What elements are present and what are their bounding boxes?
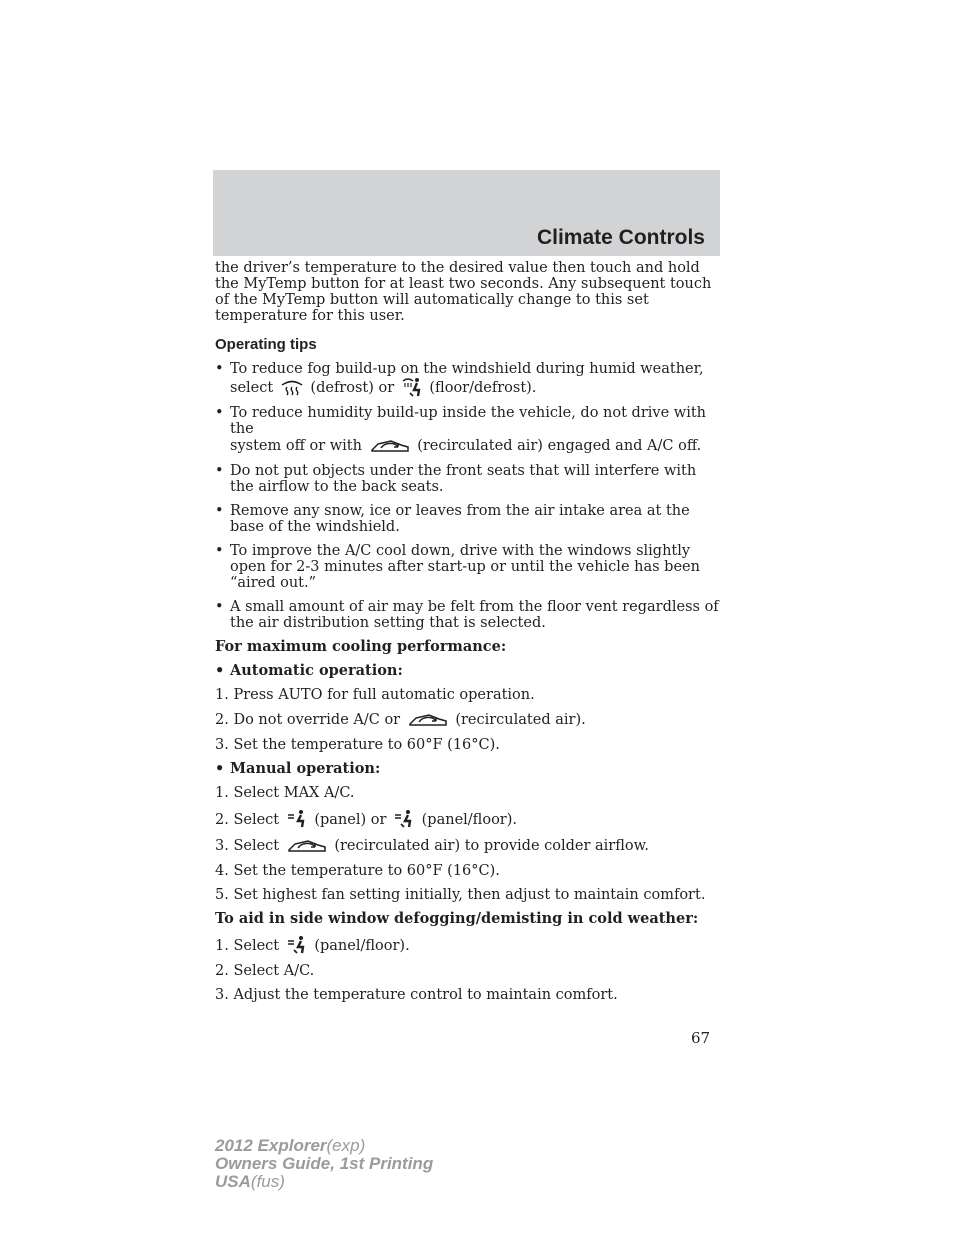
intro-paragraph: the driver’s temperature to the desired value then touch and hold the MyTemp button for at least two seconds. Any subsequent touch of the MyTemp button will automatically change to this set temperature for this user.: [215, 260, 712, 324]
floor-defrost-icon: [401, 377, 423, 397]
section-header-band: [213, 170, 720, 256]
footer-edition: 2012 Explorer(exp) Owners Guide, 1st Printing USA(fus): [215, 1136, 434, 1191]
automatic-operation-label: • Automatic operation:: [215, 663, 723, 679]
step-line: 2. Do not override A/C or (recirculated air).: [215, 712, 586, 728]
step-line: 1. Select (panel/floor).: [215, 935, 723, 955]
page-number: 67: [691, 1029, 711, 1047]
recirculated-air-icon: [407, 711, 449, 729]
panel-floor-vent-icon: [286, 935, 308, 955]
tip-item: • To reduce humidity build-up inside the vehicle, do not drive with the system off or with (recirculated air) engaged and A/C off.: [215, 405, 723, 455]
step-line: 1. Press AUTO for full automatic operation.: [215, 687, 535, 703]
step-line: 5. Set highest fan setting initially, then adjust to maintain comfort.: [215, 887, 706, 903]
page-content: [215, 260, 723, 1011]
recirculated-air-icon: [369, 437, 411, 455]
panel-vent-icon: [286, 809, 308, 829]
recirculated-air-icon: [286, 837, 328, 855]
step-line: 1. Select MAX A/C.: [215, 785, 355, 801]
tip-item: • Remove any snow, ice or leaves from the air intake area at the base of the windshield.: [215, 503, 723, 535]
manual-operation-label: • Manual operation:: [215, 761, 723, 777]
step-line: 3. Select (recirculated air) to provide colder airflow.: [215, 838, 649, 854]
tip-item: • Do not put objects under the front seats that will interfere with the airflow to the back seats.: [215, 463, 723, 495]
max-cooling-heading: For maximum cooling performance:: [215, 638, 507, 655]
tip-item: • To reduce fog build-up on the windshield during humid weather, select (defrost) or (floor/defrost).: [215, 361, 723, 397]
defog-heading: To aid in side window defogging/demisting in cold weather:: [215, 910, 699, 927]
defrost-icon: [280, 379, 304, 397]
step-line: 2. Select A/C.: [215, 963, 315, 979]
tip-item: • To improve the A/C cool down, drive with the windows slightly open for 2-3 minutes after start-up or until the vehicle has been “aired out.”: [215, 543, 723, 591]
step-line: 3. Set the temperature to 60°F (16°C).: [215, 737, 500, 753]
tip-item: • A small amount of air may be felt from the floor vent regardless of the air distribution setting that is selected.: [215, 599, 723, 631]
step-line: 2. Select (panel) or (panel/floor).: [215, 809, 723, 829]
panel-floor-vent-icon: [393, 809, 415, 829]
section-title: Climate Controls: [536, 226, 705, 249]
step-line: 4. Set the temperature to 60°F (16°C).: [215, 863, 500, 879]
step-line: 3. Adjust the temperature control to maintain comfort.: [215, 987, 618, 1003]
operating-tips-heading: Operating tips: [215, 336, 317, 353]
